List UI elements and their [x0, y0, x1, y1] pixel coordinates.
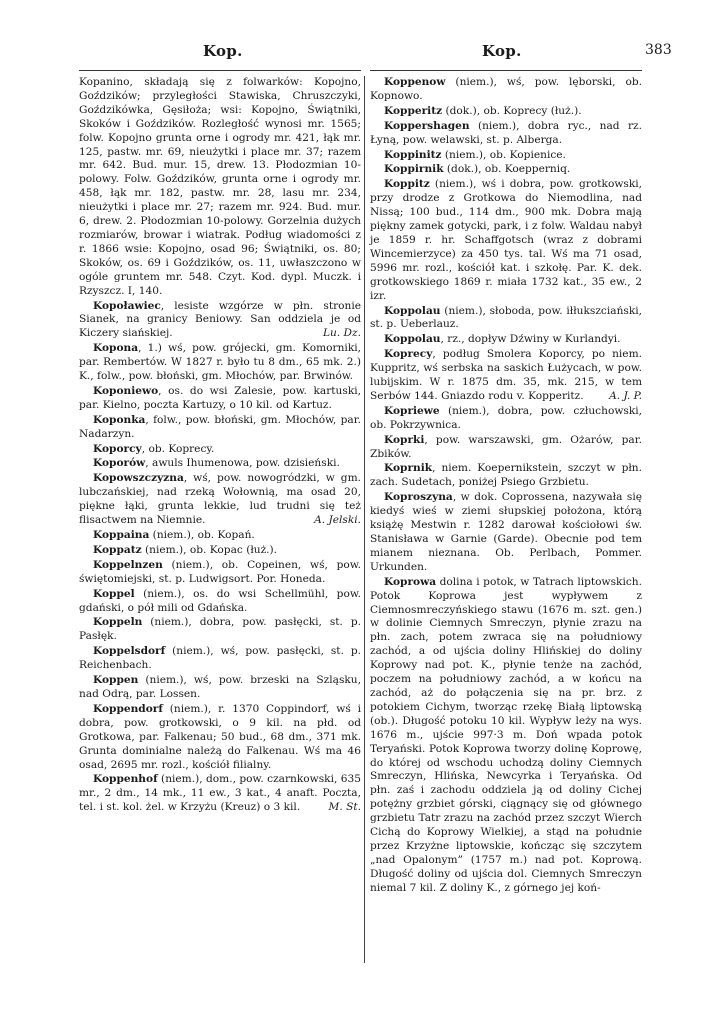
- entry-headword: Kopowszczyzna: [93, 472, 184, 485]
- entry-body: (niem.), ob. Copeinen, wś, pow. świętomiejski, st. p. Ludwigsort. Por. Honeda.: [79, 558, 361, 585]
- entry-headword: Koprki: [384, 433, 425, 446]
- entry-headword: Koppitz: [384, 178, 430, 191]
- entry-body: , folw., pow. błoński, gm. Młochów, par. Nadarzyn.: [79, 413, 361, 440]
- entry-body: , awuls Ihumenowa, pow. dzisieński.: [145, 457, 340, 470]
- author-signature: A. Jelski.: [314, 514, 361, 527]
- entry-headword: Koponiewo: [93, 384, 159, 397]
- dictionary-entry: [370, 348, 642, 404]
- entry-body: (niem.), r. 1370 Coppindorf, wś i dobra, pow. grotkowski, o 9 kil. na płd. od Grotkowa, par. Falkenau; 50 bud., 68 dm., 371 mk. Grunta dominialne należą do Falkenau. Wś ma 46 osad, 2695 mr. rozl., kościół filialny.: [79, 702, 361, 771]
- entry-body: , 1.) wś, pow. grójecki, gm. Komorniki, par. Rembertów. W 1827 r. było tu 8 dm., 65 mk. 2.) K., folw., pow. błoński, gm. Młochów, par. Brwinów.: [79, 342, 361, 383]
- entry-body: dolina i potok, w Tatrach liptowskich. Potok Koprowa jest wypływem z Ciemnosmreczyńskiego stawu (1676 m. szt. gen.) w dolinie Ciemnych Smreczyn, płynie zrazu na płn. zach, potem zwraca się na południowy zachód, a od ujścia doliny Hlińskiej do doliny Koprowy nad pot. K., płynie tenże na zachód, poczem na południowy zachód, a w końcu na zachód, aż do połączenia się na pr. brz. z potokiem Cichym, tworząc rzekę Białą liptowską (ob.). Długość potoku 10 kil. Wypływ leży na wys. 1676 m., ujście 997·3 m. Doń wpada potok Teryański. Potok Koprowa tworzy dolinę Koprowę, do której od wschodu uchodzą doliny Ciemnych Smreczyn, Hlińska, Newcyrka i Teryańska. Od płn. zaś i zachodu oddziela ją od doliny Cichej potężny grzbiet górski, ciągnący się od głównego grzbietu Tatr zrazu na zachód przez szczyt Wierch Cichą do Koprowy Wielkiej, a stąd na południe przez Krzyżne liptowskie, kończąc się szczytem „nad Opalonym” (1757 m.) nad pot. Koprową. Długość doliny od ujścia dol. Ciemnych Smreczyn niemal 7 kil. Z doliny K., z górnego jej koń-: [370, 575, 642, 894]
- entry-headword: Koponka: [93, 413, 146, 426]
- entry-headword: Koppirnik: [384, 163, 444, 176]
- entry-body: , rz., dopływ Dźwiny w Kurlandyi.: [440, 333, 621, 346]
- entry-headword: Koppel: [93, 587, 135, 600]
- entry-headword: Kopriewe: [384, 404, 440, 417]
- entry-headword: Koppolau: [384, 333, 441, 346]
- entry-body: (niem.), dobra, pow. pasłęcki, st. p. Pasłęk.: [79, 616, 361, 643]
- dictionary-entry: [79, 529, 361, 543]
- dictionary-entry: [79, 414, 361, 442]
- running-head-right: Kop.: [482, 42, 522, 60]
- entry-headword: Koppershagen: [384, 119, 470, 132]
- entry-headword: Koppen: [93, 674, 139, 687]
- author-signature: Lu. Dz.: [322, 327, 361, 340]
- dictionary-entry: [79, 76, 361, 299]
- entry-body: (niem.), wś, pow. pasłęcki, st. p. Reichenbach.: [79, 645, 361, 672]
- entry-headword: Kopoławiec: [93, 299, 161, 312]
- running-head-left: Kop.: [203, 42, 243, 60]
- entry-headword: Kopperitz: [384, 104, 443, 117]
- dictionary-entry: [79, 773, 361, 815]
- entry-body: (niem.), ob. Kopac (łuż.).: [141, 543, 278, 556]
- dictionary-entry: [370, 163, 642, 177]
- entry-headword: Koppendorf: [93, 702, 163, 715]
- dictionary-entry: [370, 105, 642, 119]
- dictionary-entry: [370, 178, 642, 303]
- right-column: [370, 76, 642, 897]
- entry-body: (dok.), ob. Koprecy (łuż.).: [442, 104, 582, 117]
- entry-body: , w dok. Coprossena, nazywała się kiedyś wieś w ziemi słupskiej położona, którą książę Mestwin r. 1282 darował kościołowi św. Stanisława w Garnie (Garde). Obecnie pod tem mianem nieznana. Ob. Perlbach, Pommer. Urkunden.: [370, 491, 642, 573]
- entry-headword: Koppaina: [93, 529, 150, 541]
- dictionary-entry: [79, 645, 361, 673]
- entry-body: (niem.), ob. Kopienice.: [441, 148, 566, 161]
- entry-headword: Koppolau: [384, 304, 441, 317]
- dictionary-entry: [79, 674, 361, 702]
- entry-body: (niem.), wś i dobra, pow. grotkowski, przy drodze z Grotkowa do Niemodlina, nad Nissą; 100 bud., 114 dm., 900 mk. Dobra mają piękny zamek gotycki, park, i z folw. Waldau nabył je 1859 r. hr. Schaffgotsch (wraz z dobrami Wincemierzyce) za 450 tys. tal. Wś ma 71 osad, 5996 mr. rozl., kościół kat. i szkołę. Par. K. dek. grotkowskiego 1869 r. miała 1732 kat., 35 ew., 2 izr.: [370, 178, 642, 302]
- entry-headword: Koppenow: [384, 76, 446, 88]
- entry-body: (niem.), wś, pow. lęborski, ob. Kopnowo.: [370, 76, 642, 102]
- header-rule-right: [370, 70, 642, 71]
- entry-body: (niem.), wś, pow. brzeski na Szląsku, nad Odrą, par. Lossen.: [79, 674, 361, 700]
- entry-headword: Koproszyna: [384, 491, 453, 504]
- dictionary-entry: [370, 576, 642, 896]
- entry-body: (niem.), os. do wsi Schellmühl, pow. gdański, o pół mili od Gdańska.: [79, 587, 361, 614]
- dictionary-entry: [79, 443, 361, 457]
- dictionary-entry: [370, 333, 642, 347]
- entry-headword: Kopona: [93, 342, 139, 355]
- dictionary-entry: [370, 405, 642, 433]
- entry-headword: Koppinitz: [384, 148, 442, 161]
- entry-headword: Koppelsdorf: [93, 645, 166, 658]
- entry-headword: Koppelnzen: [93, 558, 163, 571]
- left-column: [79, 76, 361, 816]
- author-signature: M. St.: [328, 801, 361, 814]
- entry-body: , lesiste wzgórze w płn. stronie Sianek, na granicy Beniowy. San oddziela je od Kiczery siańskiej.: [79, 299, 361, 340]
- entry-headword: Koppatz: [93, 543, 142, 556]
- dictionary-entry: [79, 457, 361, 471]
- entry-headword: Koppenhof: [93, 773, 158, 786]
- dictionary-entry: [79, 472, 361, 528]
- entry-body: , podług Smolera Koporcy, po niem. Kuppritz, wś serbska na saskich Łużycach, w pow. lubijskim. W r. 1875 dm. 35, mk. 215, w tem Serbów 144. Gniazdo rodu v. Kopperitz.: [370, 348, 642, 402]
- author-signature: A. J. P.: [609, 389, 642, 402]
- entry-headword: Koporów: [93, 457, 146, 470]
- dictionary-entry: [79, 588, 361, 616]
- entry-body: , pow. warszawski, gm. Ożarów, par. Zbików.: [370, 433, 642, 460]
- dictionary-entry: [370, 491, 642, 574]
- dictionary-entry: [370, 149, 642, 163]
- dictionary-entry: [370, 76, 642, 104]
- dictionary-entry: [79, 385, 361, 413]
- dictionary-entry: [79, 703, 361, 773]
- entry-headword: Koprowa: [384, 575, 437, 588]
- header-rule-left: [79, 70, 361, 71]
- entry-body: , wś, pow. nowogródzki, w gm. lubczańskiej, nad rzeką Wołownią, ma osad 20, piękne łąki, grunta lekkie, lud trudni się też flisactwem na Niemnie.: [79, 472, 361, 527]
- entry-body: (dok.), ob. Koepperniq.: [443, 163, 571, 176]
- entry-headword: Koprnik: [384, 462, 433, 475]
- entry-body: (niem.), ob. Kopań.: [149, 529, 255, 541]
- entry-body: Kopanino, składają się z folwarków: Kopojno, Goździków; przyległości Stawiska, Chruszczyki, Goździkówka, Gęsiłoża; wsi: Kopojno, Świątniki, Skoków i Goździków. Rozległość wynosi mr. 1565; folw. Kopojno grunta orne i ogrody mr. 421, łąk mr. 125, pastw. mr. 69, nieużytki i place mr. 37; razem mr. 642. Bud. mur. 15, drew. 13. Płodozmian 10-polowy. Folw. Goździków, grunta orne i ogrody mr. 458, łąk mr. 182, pastw. mr. 28, lasu mr. 234, nieużytki i place mr. 27; razem mr. 924. Bud. mur. 6, drew. 2. Płodozmian 10-polowy. Gorzelnia dużych rozmiarów, browar i wiatrak. Podług wiadomości z r. 1866 wsie: Kopojno, osad 96; Świątniki, os. 80; Skoków, os. 69 i Goździków, os. 11, uwłaszczono w ogóle gruntem mr. 548. Czyt. Kod. dypl. Muczk. i Rzyszcz. I, 140.: [79, 76, 361, 297]
- entry-headword: Koprecy: [384, 348, 433, 361]
- entry-body: (niem.), dom., pow. czarnkowski, 635 mr., 2 dm., 14 mk., 11 ew., 3 kat., 4 anaft. Poczta, tel. i st. kol. żel. w Krzyżu (Kreuz) o 3 kil.: [79, 773, 361, 814]
- entry-body: (niem.), słoboda, pow. iłłukszciański, st. p. Ueberlauz.: [370, 304, 642, 331]
- dictionary-entry: [370, 120, 642, 148]
- dictionary-entry: [79, 300, 361, 342]
- dictionary-entry: [79, 559, 361, 587]
- entry-headword: Koppeln: [93, 616, 143, 629]
- entry-body: , niem. Koepernikstein, szczyt w płn. zach. Sudetach, poniżej Psiego Grzbietu.: [370, 462, 642, 489]
- page-number: 383: [645, 42, 672, 58]
- dictionary-entry: [79, 544, 361, 558]
- entry-body: , ob. Koprecy.: [141, 442, 215, 455]
- running-header: [0, 42, 720, 62]
- entry-headword: Koporcy: [93, 442, 142, 455]
- dictionary-entry: [370, 305, 642, 333]
- dictionary-entry: [370, 462, 642, 490]
- column-divider: [364, 76, 365, 963]
- dictionary-entry: [79, 342, 361, 384]
- entry-body: (niem.), dobra, pow. człuchowski, ob. Pokrzywnica.: [370, 404, 642, 431]
- dictionary-entry: [79, 616, 361, 644]
- entry-body: , os. do wsi Zalesie, pow. kartuski, par. Kielno, poczta Kartuzy, o 10 kil. od Kartuz.: [79, 384, 361, 411]
- dictionary-entry: [370, 434, 642, 462]
- entry-body: (niem.), dobra ryc., nad rz. Łyną, pow. welawski, st. p. Alberga.: [370, 119, 642, 146]
